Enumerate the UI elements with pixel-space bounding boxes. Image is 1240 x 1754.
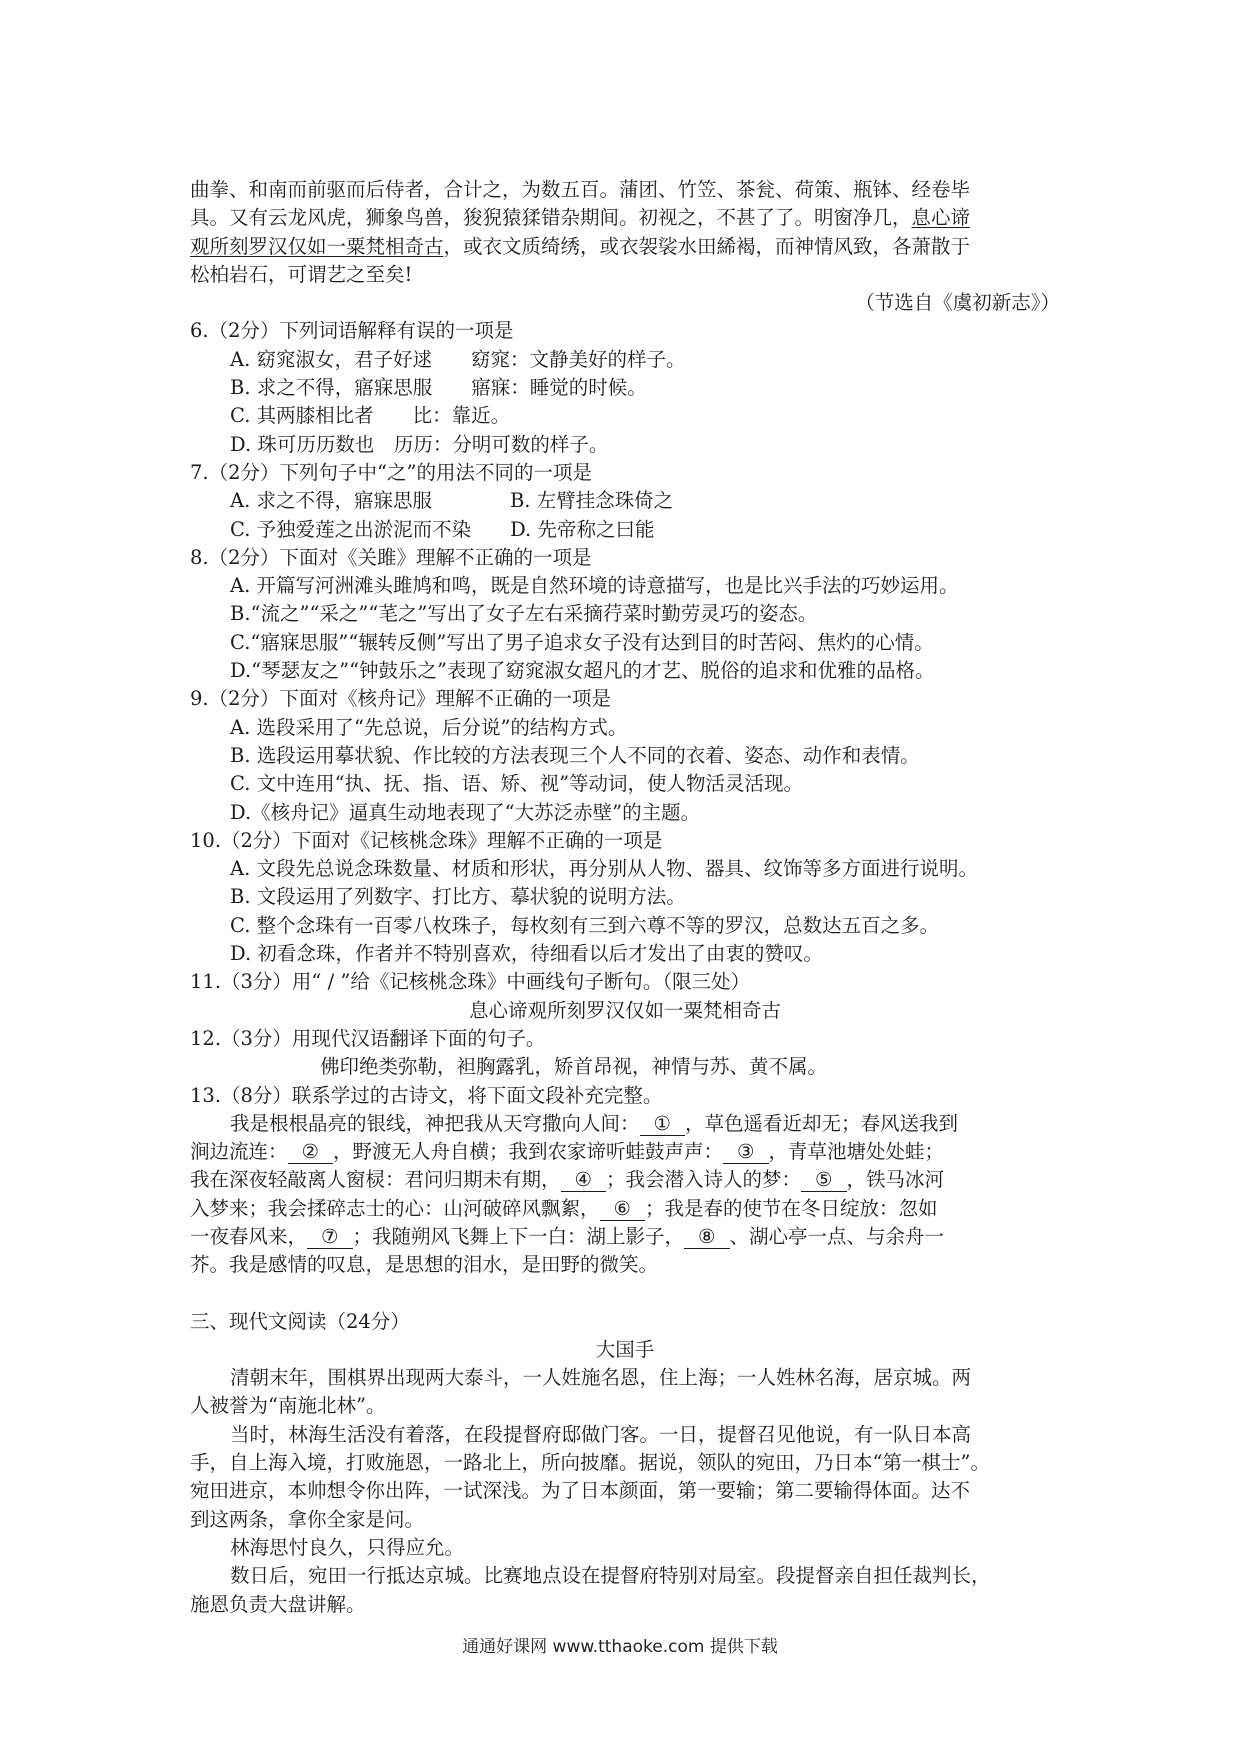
article-line: 人被誉为“南施北林”。 (190, 1394, 386, 1418)
article-line: 清朝末年，围棋界出现两大泰斗，一人姓施名恩，住上海；一人姓林名海，居京城。两 (230, 1366, 972, 1390)
passage-line: 松柏岩石，可谓艺之至矣! (190, 262, 413, 286)
blank-3: ③ (723, 1141, 768, 1164)
blank-5: ⑤ (801, 1169, 846, 1192)
question-9-stem: 9.（2分）下面对《核舟记》理解不正确的一项是 (190, 687, 612, 711)
question-11-stem: 11.（3分）用“ / ”给《记核桃念珠》中画线句子断句。（限三处） (190, 970, 751, 994)
q9-option-d: D.《核舟记》逼真生动地表现了“大苏泛赤壁”的主题。 (230, 800, 701, 824)
question-13-stem: 13.（8分）联系学过的古诗文，将下面文段补充完整。 (190, 1083, 663, 1107)
q6-option-d: D. 珠可历历数也 历历：分明可数的样子。 (230, 432, 609, 456)
q13-paragraph-line: 一夜春风来， ⑦ ；我随朔风飞舞上下一白：湖上影子， ⑧ 、湖心亭一点、与余舟一 (190, 1224, 945, 1248)
blank-6: ⑥ (600, 1198, 645, 1221)
q13-paragraph-line: 涧边流连： ② ，野渡无人舟自横；我到农家谛听蛙鼓声声： ③ ，青草池塘处处蛙； (190, 1140, 945, 1164)
question-7-stem: 7.（2分）下列句子中“之”的用法不同的一项是 (190, 460, 592, 484)
passage-line: 曲拳、和南而前驱而后侍者，合计之，为数五百。蒲团、竹笠、茶瓮、荷策、瓶钵、经卷毕 (190, 178, 971, 201)
passage-source: （节选自《虞初新志》） (855, 291, 1060, 315)
q13-paragraph-line: 我是根根晶亮的银线，神把我从天穹撒向人间： ① ，草色遥看近却无；春风送我到 (230, 1111, 959, 1135)
q11-sentence: 息心谛观所刻罗汉仅如一粟梵相奇古 (468, 998, 781, 1022)
question-6-stem: 6.（2分）下列词语解释有误的一项是 (190, 319, 514, 343)
blank-1: ① (640, 1113, 685, 1136)
underlined-sentence: 观所刻罗汉仅如一粟梵相奇古 (190, 234, 444, 258)
article-line: 到这两条，拿你全家是问。 (190, 1507, 425, 1531)
q9-option-b: B. 选段运用摹状貌、作比较的方法表现三个人不同的衣着、姿态、动作和表情。 (230, 743, 920, 767)
q12-sentence: 佛印绝类弥勒，袒胸露乳，矫首昂视，神情与苏、黄不属。 (320, 1055, 828, 1079)
q7-options-ab: A. 求之不得，寤寐思服 B. 左臂挂念珠倚之 (230, 489, 674, 513)
article-line: 当时，林海生活没有着落，在段提督府邸做门客。一日，提督召见他说，有一队日本高 (230, 1422, 972, 1446)
underlined-sentence: 息心谛 (911, 206, 971, 230)
q9-option-a: A. 选段采用了“先总说，后分说”的结构方式。 (230, 715, 628, 739)
section-heading: 三、现代文阅读（24分） (190, 1309, 410, 1333)
page-footer: 通通好课网 www.tthaoke.com 提供下载 (462, 1637, 778, 1657)
q8-option-b: B.“流之”“采之”“芼之”写出了女子左右采摘荇菜时勤劳灵巧的姿态。 (230, 602, 818, 626)
question-8-stem: 8.（2分）下面对《关雎》理解不正确的一项是 (190, 545, 592, 569)
article-line: 手，自上海入境，打败施恩，一路北上，所向披靡。据说，领队的宛田，乃日本“第一棋士”。 (190, 1451, 990, 1475)
exam-page (190, 176, 1060, 1619)
q8-option-d: D.“琴瑟友之”“钟鼓乐之”表现了窈窕淑女超凡的才艺、脱俗的追求和优雅的品格。 (230, 659, 935, 683)
q10-option-a: A. 文段先总说念珠数量、材质和形状，再分别从人物、器具、纹饰等多方面进行说明。 (230, 857, 978, 881)
passage-line: 观所刻罗汉仅如一粟梵相奇古，或衣文质绮绣，或衣袈裟水田絺褐，而神情风致，各萧散于 (190, 234, 971, 258)
q13-paragraph-line: 芥。我是感情的叹息，是思想的泪水，是田野的微笑。 (190, 1253, 659, 1277)
q6-option-c: C. 其两膝相比者 比：靠近。 (230, 404, 511, 428)
blank-4: ④ (561, 1169, 606, 1192)
q8-option-a: A. 开篇写河洲滩头雎鸠和鸣，既是自然环境的诗意描写，也是比兴手法的巧妙运用。 (230, 574, 959, 598)
question-10-stem: 10.（2分）下面对《记核桃念珠》理解不正确的一项是 (190, 828, 663, 852)
q9-option-c: C. 文中连用“执、抚、指、语、矫、视”等动词，使人物活灵活现。 (230, 772, 804, 796)
article-line: 宛田进京，本帅想令你出阵，一试深浅。为了日本颜面，第一要输；第二要输得体面。达不 (190, 1479, 971, 1503)
q13-paragraph-line: 我在深夜轻敲离人窗棂：君问归期未有期， ④ ；我会潜入诗人的梦： ⑤ ，铁马冰河 (190, 1168, 945, 1192)
q10-option-d: D. 初看念珠，作者并不特别喜欢，待细看以后才发出了由衷的赞叹。 (230, 942, 823, 966)
blank-7: ⑦ (307, 1226, 352, 1249)
article-line: 施恩负责大盘讲解。 (190, 1592, 366, 1616)
q10-option-b: B. 文段运用了列数字、打比方、摹状貌的说明方法。 (230, 885, 686, 909)
article-line: 数日后，宛田一行抵达京城。比赛地点设在提督府特别对局室。段提督亲自担任裁判长， (230, 1564, 991, 1588)
blank-2: ② (288, 1141, 333, 1164)
q7-options-cd: C. 予独爱莲之出淤泥而不染 D. 先帝称之曰能 (230, 517, 655, 541)
q8-option-c: C.“寤寐思服”“辗转反侧”写出了男子追求女子没有达到目的时苦闷、焦灼的心情。 (230, 630, 934, 654)
q13-paragraph-line: 入梦来；我会揉碎志士的心：山河破碎风飘絮， ⑥ ；我是春的使节在冬日绽放：忽如 (190, 1196, 938, 1220)
question-12-stem: 12.（3分）用现代汉语翻译下面的句子。 (190, 1026, 546, 1050)
q6-option-a: A. 窈窕淑女，君子好逑 窈窕：文静美好的样子。 (230, 347, 686, 371)
article-line: 林海思忖良久，只得应允。 (230, 1535, 465, 1559)
blank-8: ⑧ (684, 1226, 729, 1249)
q6-option-b: B. 求之不得，寤寐思服 寤寐：睡觉的时候。 (230, 376, 647, 400)
passage-line: 具。又有云龙风虎，狮象鸟兽，狻猊猿猱错杂期间。初视之，不甚了了。明窗净几，息心谛 (190, 206, 971, 230)
article-title: 大国手 (595, 1337, 655, 1361)
q10-option-c: C. 整个念珠有一百零八枚珠子，每枚刻有三到六尊不等的罗汉，总数达五百之多。 (230, 913, 940, 937)
